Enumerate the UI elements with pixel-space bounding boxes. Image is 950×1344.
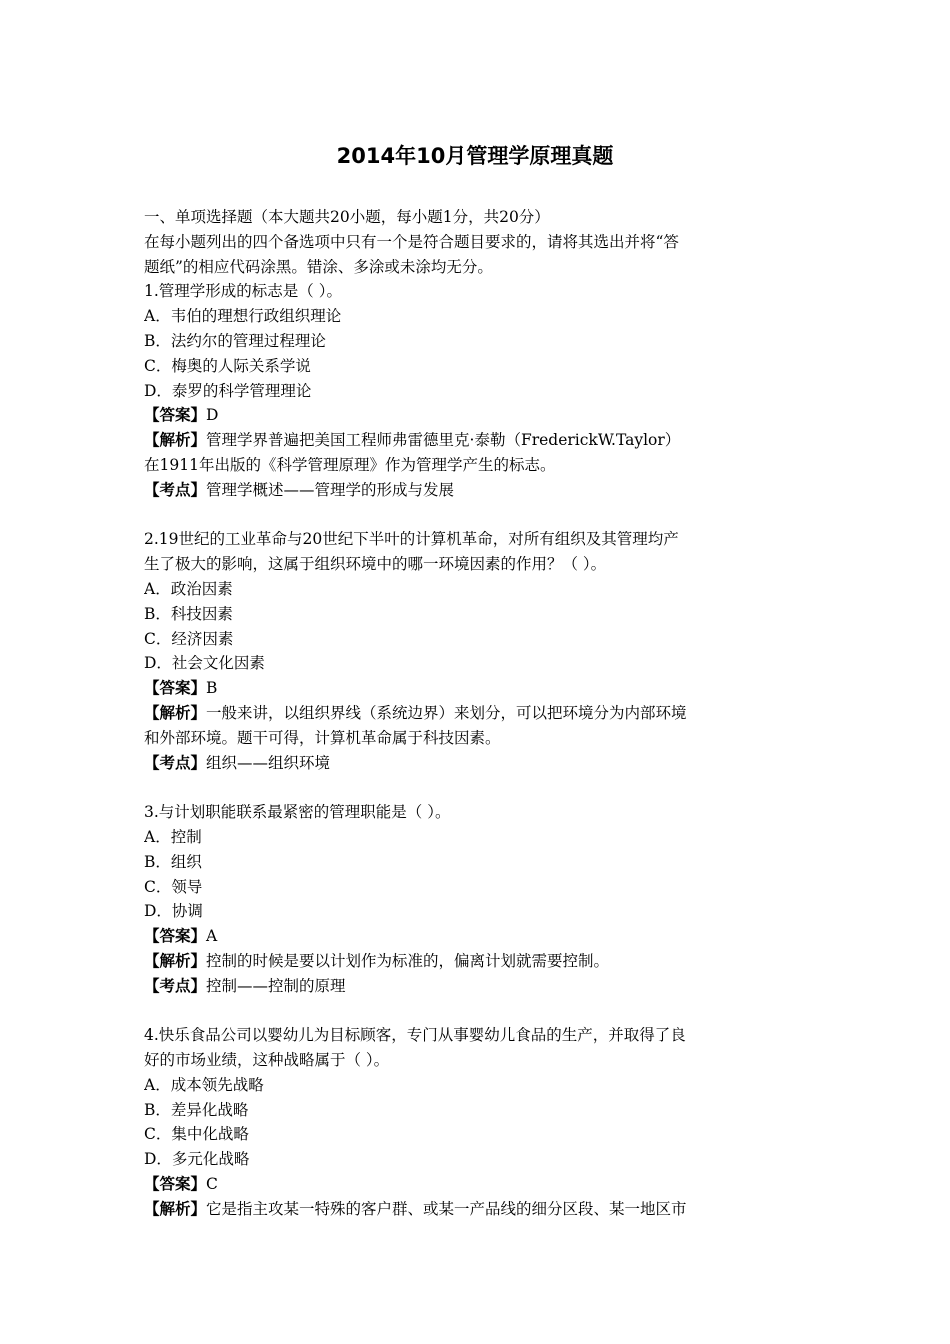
analysis-text: 管理学界普遍把美国工程师弗雷德里克·泰勒（FrederickW.Taylor）	[206, 431, 681, 450]
spacer	[144, 775, 812, 800]
question-stem-continuation: 好的市场业绩，这种战略属于（ ）。	[144, 1051, 390, 1070]
option-c: C．领导	[144, 877, 203, 896]
spacer	[144, 999, 812, 1024]
answer-label: 【答案】	[144, 406, 207, 425]
point-line	[144, 751, 812, 776]
analysis-text: 它是指主攻某一特殊的客户群、或某一产品线的细分区段、某一地区市	[206, 1199, 687, 1218]
analysis-line	[144, 701, 812, 726]
answer-value: D	[206, 406, 219, 425]
option-d: D．社会文化因素	[144, 654, 265, 673]
option-a: A．韦伯的理想行政组织理论	[144, 307, 342, 326]
answer-line	[144, 676, 812, 701]
analysis-label: 【解析】	[144, 1199, 207, 1218]
analysis-label: 【解析】	[144, 703, 207, 722]
option-d: D．多元化战略	[144, 1150, 250, 1169]
page-title: 2014年10月管理学原理真题	[336, 144, 614, 168]
point-line	[144, 974, 812, 999]
instruction-line: 题纸”的相应代码涂黑。错涂、多涂或未涂均无分。	[144, 257, 493, 276]
option-a: A．控制	[144, 827, 202, 846]
option-c: C．经济因素	[144, 629, 234, 648]
option-a: A．政治因素	[144, 579, 233, 598]
option-d: D．协调	[144, 902, 203, 921]
analysis-line	[144, 949, 812, 974]
answer-value: B	[206, 679, 218, 698]
option-b: B．组织	[144, 852, 202, 871]
point-label: 【考点】	[144, 480, 207, 499]
point-text: 管理学概述——管理学的形成与发展	[206, 480, 455, 499]
option-d: D．泰罗的科学管理理论	[144, 381, 312, 400]
point-text: 组织——组织环境	[206, 753, 331, 772]
section-heading: 一、单项选择题（本大题共20小题，每小题1分，共20分）	[144, 208, 550, 226]
question-stem: 3.与计划职能联系最紧密的管理职能是（ ）。	[144, 803, 451, 822]
analysis-text: 控制的时候是要以计划作为标准的，偏离计划就需要控制。	[206, 951, 610, 970]
answer-value: C	[206, 1175, 218, 1194]
option-c: C．梅奥的人际关系学说	[144, 356, 311, 375]
point-label: 【考点】	[144, 976, 207, 995]
question-block	[144, 1023, 812, 1221]
point-label: 【考点】	[144, 753, 207, 772]
option-b: B．科技因素	[144, 604, 233, 623]
answer-label: 【答案】	[144, 679, 207, 698]
analysis-line	[144, 1197, 812, 1222]
question-stem: 4.快乐食品公司以婴幼儿为目标顾客，专门从事婴幼儿食品的生产，并取得了良	[144, 1026, 686, 1045]
question-block	[144, 279, 812, 502]
answer-value: A	[206, 927, 218, 946]
analysis-label: 【解析】	[144, 951, 207, 970]
question-stem: 1.管理学形成的标志是（ ）。	[144, 282, 342, 301]
option-a: A．成本领先战略	[144, 1075, 264, 1094]
point-text: 控制——控制的原理	[206, 976, 346, 995]
option-c: C．集中化战略	[144, 1125, 249, 1144]
analysis-continuation: 和外部环境。题干可得，计算机革命属于科技因素。	[144, 728, 501, 747]
question-stem: 2.19世纪的工业革命与20世纪下半叶的计算机革命，对所有组织及其管理均产	[144, 530, 679, 549]
question-block	[144, 800, 812, 998]
analysis-line	[144, 428, 812, 453]
answer-label: 【答案】	[144, 927, 207, 946]
answer-line	[144, 1172, 812, 1197]
spacer	[144, 503, 812, 528]
instruction-line: 在每小题列出的四个备选项中只有一个是符合题目要求的，请将其选出并将“答	[144, 232, 679, 251]
answer-line	[144, 403, 812, 428]
answer-line	[144, 924, 812, 949]
option-b: B．法约尔的管理过程理论	[144, 331, 326, 350]
point-line	[144, 478, 812, 503]
analysis-continuation: 在1911年出版的《科学管理原理》作为管理学产生的标志。	[144, 455, 556, 474]
question-stem-continuation: 生了极大的影响，这属于组织环境中的哪一环境因素的作用？（ ）。	[144, 555, 607, 574]
option-b: B．差异化战略	[144, 1100, 249, 1119]
document-body	[144, 205, 812, 1222]
analysis-label: 【解析】	[144, 431, 207, 450]
question-block	[144, 527, 812, 775]
answer-label: 【答案】	[144, 1175, 207, 1194]
analysis-text: 一般来讲，以组织界线（系统边界）来划分，可以把环境分为内部环境	[206, 703, 687, 722]
